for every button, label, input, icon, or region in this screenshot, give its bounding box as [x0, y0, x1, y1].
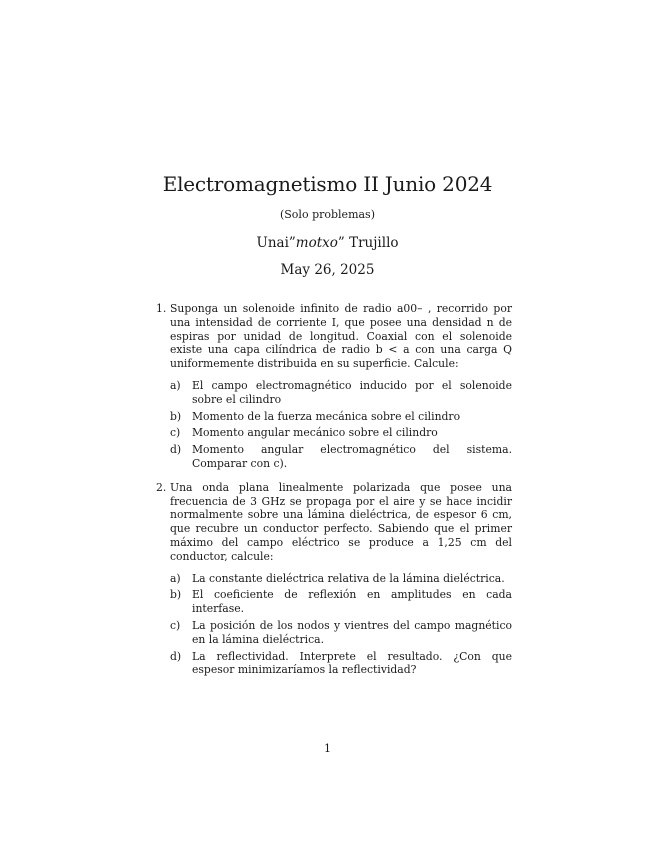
part-label: c) — [170, 618, 181, 632]
part-label: a) — [170, 571, 181, 585]
author-line — [0, 235, 655, 251]
part-text: Momento angular mecánico sobre el cilindro — [192, 426, 438, 440]
problem-statement: Suponga un solenoide infinito de radio a00– , recorrido por una intensidad de corriente I, que posee una densidad n de espiras por unidad de longitud. Coaxial con el solenoide existe una capa cilíndrica de radio b < a con una carga Q uniformemente distribuida en su superficie. Calcule: — [170, 302, 512, 371]
part-text: El coeficiente de reflexión en amplitudes en cada interfase. — [192, 588, 512, 616]
part-label: b) — [170, 409, 182, 423]
part-text: La reflectividad. Interprete el resultado. ¿Con que espesor minimizaríamos la reflectividad? — [192, 649, 512, 677]
part-text: Momento de la fuerza mecánica sobre el cilindro — [192, 409, 461, 423]
part-label: b) — [170, 588, 182, 602]
problem-parts — [170, 572, 512, 678]
problem-list — [152, 302, 512, 687]
document-title: Electromagnetismo II Junio 2024 — [162, 172, 493, 196]
part-text: La posición de los nodos y vientres del campo magnético en la lámina dieléctrica. — [192, 618, 512, 646]
author-last: ” Trujillo — [337, 235, 399, 251]
problem-part — [170, 619, 512, 647]
part-label: d) — [170, 443, 182, 457]
author-first: Unai” — [256, 235, 296, 251]
problem-part — [170, 410, 512, 424]
problem-part — [170, 572, 512, 586]
part-label: a) — [170, 378, 181, 392]
part-text: La constante dieléctrica relativa de la lámina dieléctrica. — [192, 571, 505, 585]
page-number: 1 — [324, 742, 331, 755]
author-nickname: motxo — [295, 235, 338, 251]
part-label: d) — [170, 649, 182, 663]
problem-statement: Una onda plana linealmente polarizada que posee una frecuencia de 3 GHz se propaga por el aire y se hace incidir normalmente sobre una lámina dieléctrica, de espesor 6 cm, que recubre un conductor perfecto. Sabiendo que el primer máximo del campo eléctrico se produce a 1,25 cm del conductor, calcule: — [170, 480, 512, 563]
problem-part — [170, 426, 512, 440]
document-date: May 26, 2025 — [280, 262, 375, 278]
problem-1 — [152, 302, 512, 471]
document-subtitle: (Solo problemas) — [279, 208, 375, 221]
problem-part — [170, 650, 512, 678]
problem-parts — [170, 379, 512, 471]
part-label: c) — [170, 426, 181, 440]
problem-number: 2. — [156, 480, 167, 494]
problem-number: 1. — [156, 302, 167, 315]
problem-part — [170, 443, 512, 471]
problem-part — [170, 588, 512, 616]
problem-2 — [152, 481, 512, 677]
part-text: El campo electromagnético inducido por el solenoide sobre el cilindro — [192, 378, 512, 406]
part-text: Momento angular electromagnético del sistema. Comparar con c). — [192, 443, 512, 470]
problem-part — [170, 379, 512, 407]
